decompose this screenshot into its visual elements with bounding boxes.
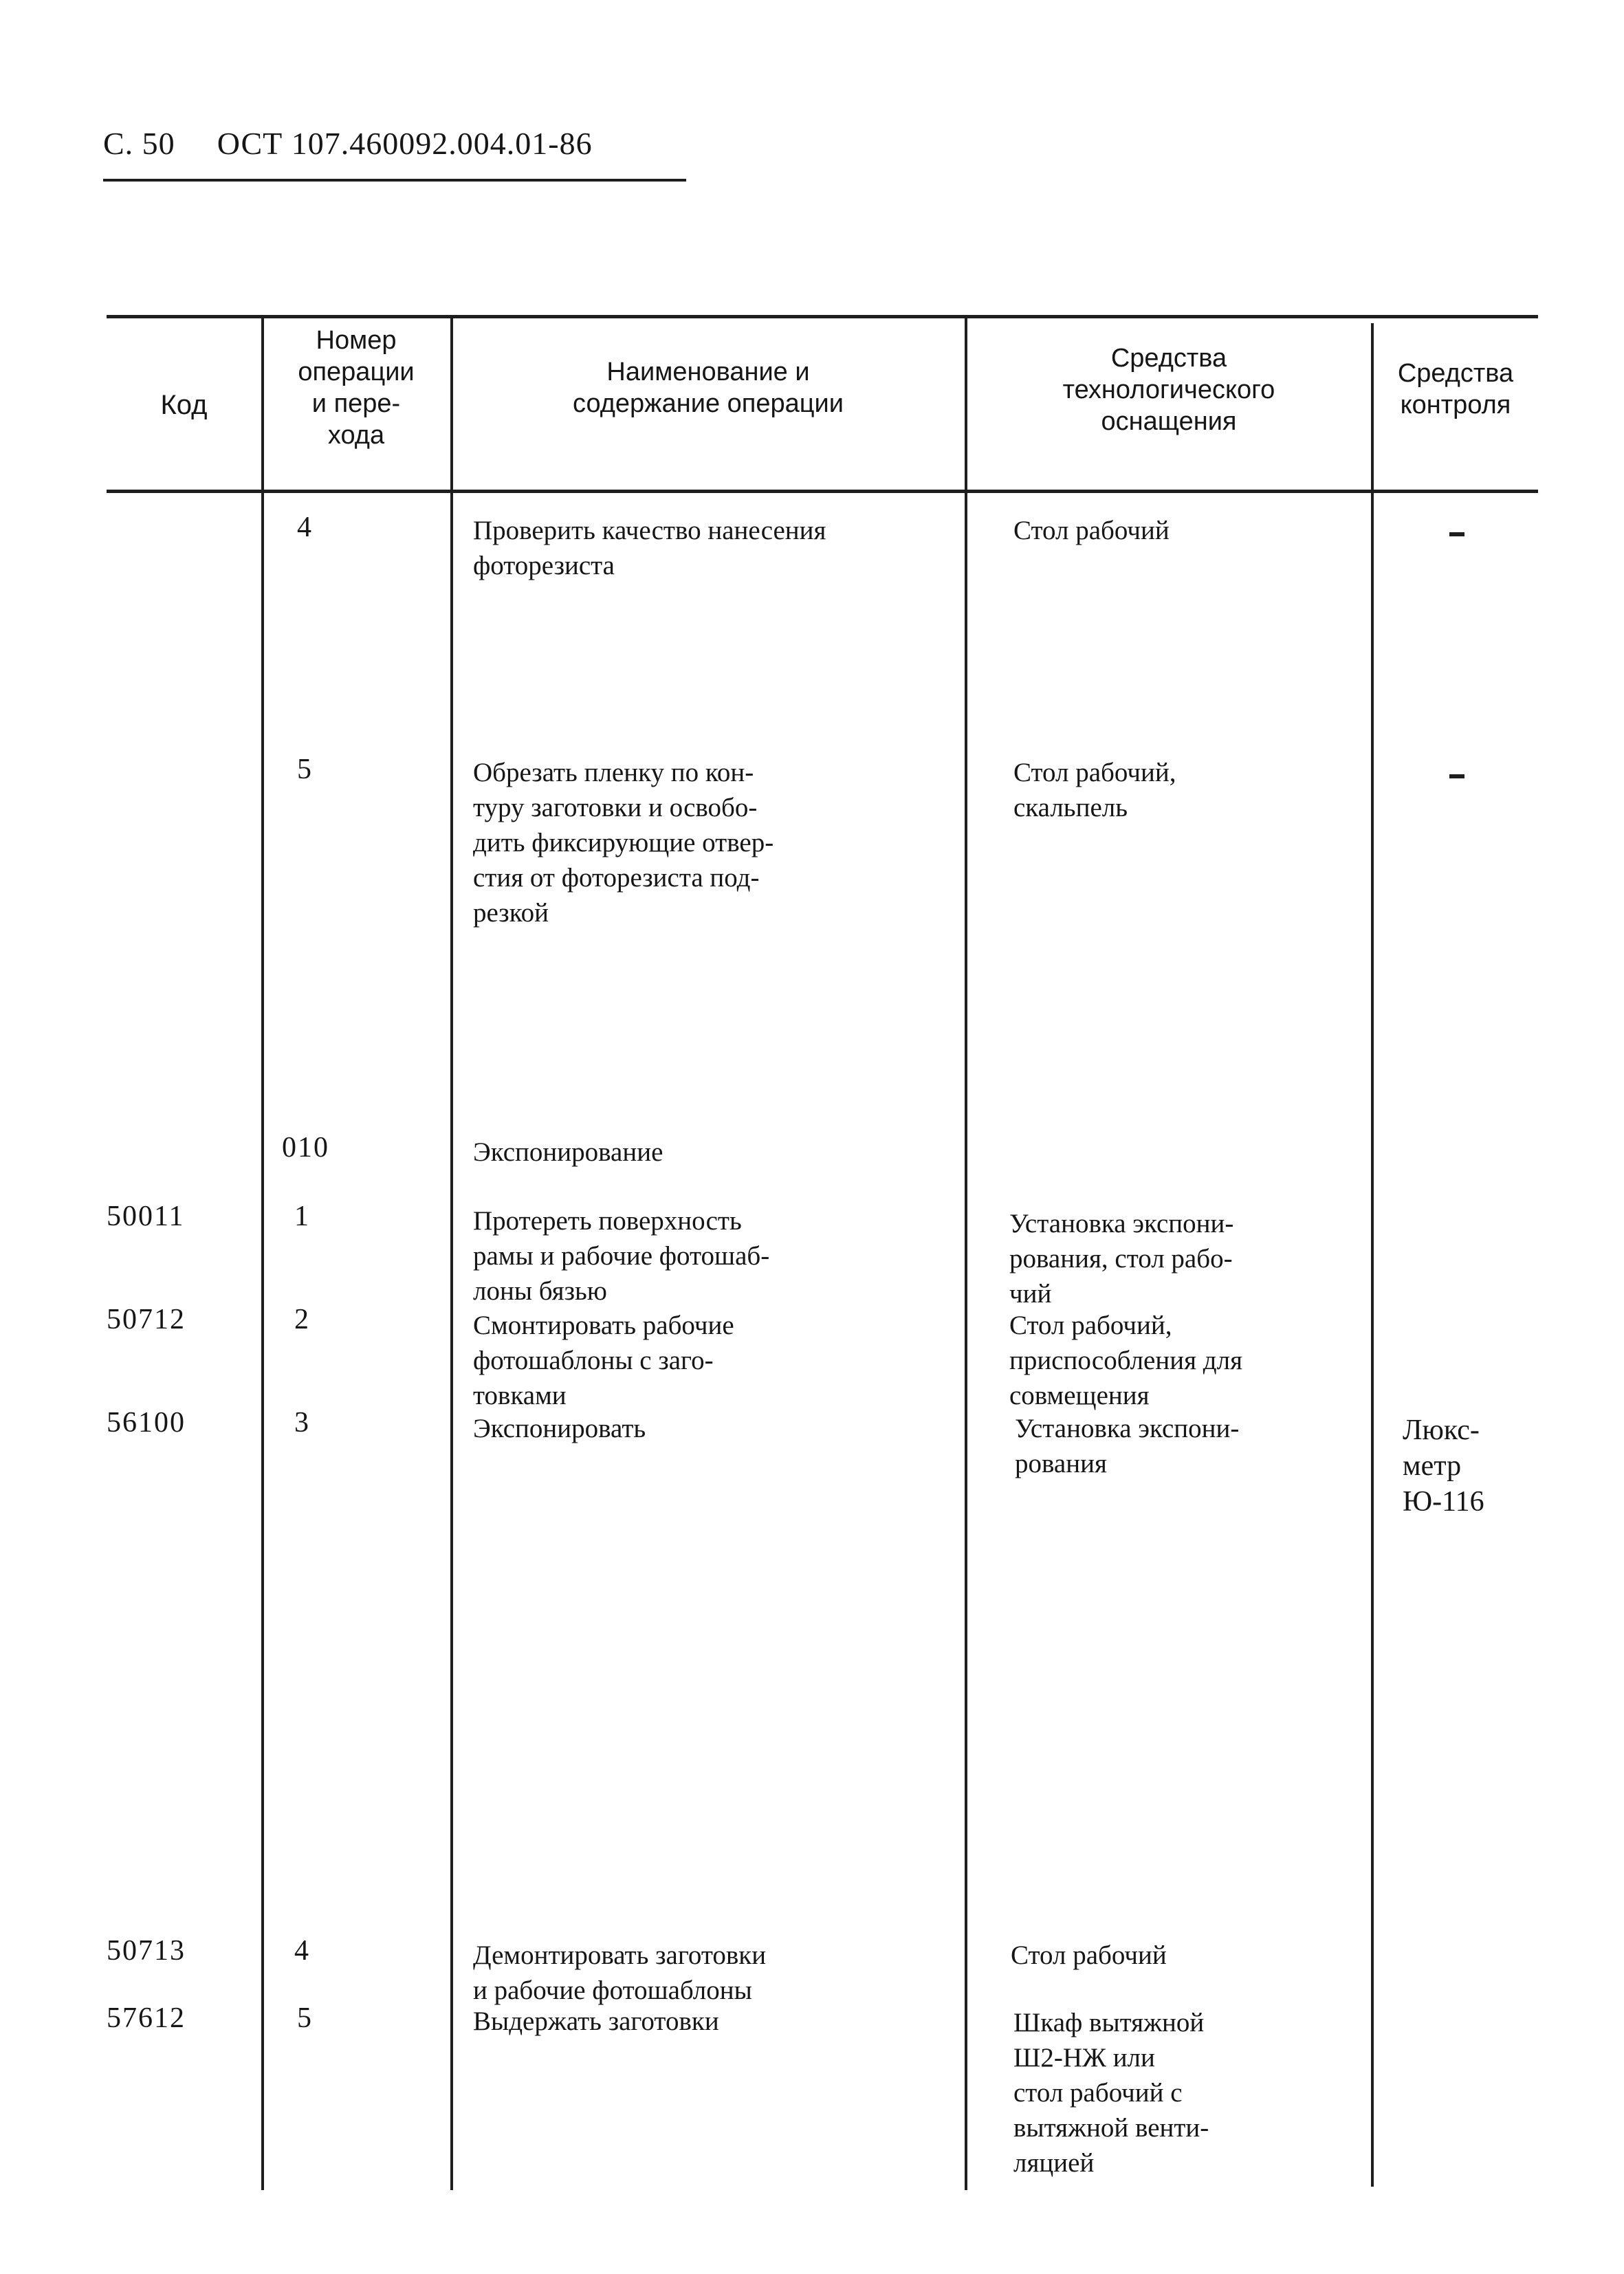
op-number: 3 bbox=[294, 1407, 310, 1439]
header-underline bbox=[103, 179, 686, 182]
page-header bbox=[103, 125, 593, 162]
table-header-rule bbox=[107, 490, 1538, 493]
operation-title: Экспонирование bbox=[473, 1137, 663, 1167]
control-dash bbox=[1449, 774, 1464, 778]
step-code: 56100 bbox=[107, 1407, 186, 1439]
op-description: Выдержать заготовки bbox=[473, 2007, 719, 2036]
table-top-rule bbox=[107, 315, 1538, 318]
operation-number: 010 bbox=[282, 1132, 329, 1163]
equipment: Установка экспони- рования bbox=[1015, 1414, 1240, 1478]
equipment: Шкаф вытяжной Ш2-НЖ или стол рабочий с вытяжной венти- ляцией bbox=[1013, 2008, 1209, 2178]
op-description: Протереть поверхность рамы и рабочие фотошаб- лоны бязью bbox=[473, 1206, 770, 1306]
column-header-control: Средства контроля bbox=[1397, 359, 1514, 419]
control-instrument: Люкс- метр Ю-116 bbox=[1403, 1414, 1484, 1518]
step-code: 50011 bbox=[107, 1201, 185, 1232]
op-number: 1 bbox=[294, 1201, 310, 1232]
equipment: Стол рабочий bbox=[1011, 1940, 1167, 1970]
column-divider bbox=[965, 315, 967, 2190]
column-header-code: Код bbox=[160, 390, 208, 420]
column-header-op-name: Наименование и содержание операции bbox=[573, 358, 844, 418]
op-number: 4 bbox=[294, 1935, 310, 1967]
column-header-equipment: Средства технологического оснащения bbox=[1062, 344, 1275, 436]
step-code: 57612 bbox=[107, 2002, 186, 2034]
equipment: Установка экспони- рования, стол рабо- чий bbox=[1009, 1209, 1234, 1309]
op-description: Обрезать пленку по кон- туру заготовки и освобо- дить фиксирующие отвер- стия от фоторезиста под- резкой bbox=[473, 758, 774, 928]
column-header-op-number: Номер операции и пере- хода bbox=[298, 326, 415, 450]
op-description: Проверить качество нанесения фоторезиста bbox=[473, 516, 826, 580]
step-code: 50713 bbox=[107, 1935, 186, 1967]
standard-designation: ОСТ 107.460092.004.01-86 bbox=[217, 126, 593, 161]
op-description: Смонтировать рабочие фотошаблоны с заго- товками bbox=[473, 1311, 734, 1410]
control-dash bbox=[1449, 532, 1464, 536]
op-number: 2 bbox=[294, 1304, 310, 1335]
column-divider bbox=[261, 315, 264, 2190]
op-number: 5 bbox=[297, 2002, 313, 2034]
page-number: С. 50 bbox=[103, 126, 175, 161]
step-code: 50712 bbox=[107, 1304, 186, 1335]
op-number: 5 bbox=[297, 754, 313, 785]
column-divider bbox=[450, 315, 453, 2190]
op-description: Экспонировать bbox=[473, 1414, 646, 1443]
column-divider bbox=[1371, 323, 1374, 2187]
equipment: Стол рабочий bbox=[1013, 516, 1170, 545]
op-number: 4 bbox=[297, 512, 313, 543]
equipment: Стол рабочий, скальпель bbox=[1013, 758, 1176, 822]
op-description: Демонтировать заготовки и рабочие фотошаблоны bbox=[473, 1940, 767, 2005]
equipment: Стол рабочий, приспособления для совмещения bbox=[1009, 1311, 1243, 1410]
